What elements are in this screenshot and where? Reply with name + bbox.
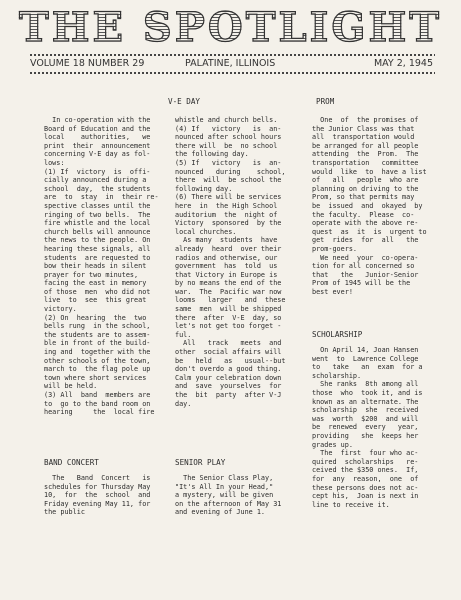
masthead-rule-bottom xyxy=(30,72,435,74)
band-concert-heading: BAND CONCERT xyxy=(44,458,99,467)
volume-number: VOLUME 18 NUMBER 29 xyxy=(30,58,145,69)
location: PALATINE, ILLINOIS xyxy=(185,58,276,69)
senior-play-heading: SENIOR PLAY xyxy=(175,458,226,467)
scholarship-article: On April 14, Joan Hansen went to Lawrence College to take an exam for a scholarship. She ranks 8th among all those who took it, and is known as an alternate. The scholarship she received was worth $200 and will be renewed every year, providing she keeps her grades up. The first four who ac- quired scholarships re- ceived the $350 ones. If, for any reason, one of these persons does not ac- cept his, Joan is next in line to receive it. xyxy=(312,346,423,509)
scholarship-heading: SCHOLARSHIP xyxy=(312,330,363,339)
prom-article: One of the promises of the Junior Class was that all transportation would be arranged for all people attending the Prom. The transportation committee would like to have a list of all people who are planning on driving to the Prom, so that permits may be issued and okayed by the faculty. Please co- operate with the above re- quest as it is urgent to get rides for all the prom-goers. We need your co-opera- tion for all concerned so that the Junior-Senior Prom of 1945 will be the best ever! xyxy=(312,116,427,296)
masthead-title: THE SPOTLIGHT xyxy=(0,4,461,51)
ve-day-heading: V-E DAY xyxy=(168,97,201,106)
issue-info-bar xyxy=(30,57,435,71)
masthead-rule-top xyxy=(30,54,435,56)
band-concert-article: The Band Concert is schedules for Thursday May 10, for the school and Friday evening May 11, for the public xyxy=(44,474,151,517)
issue-date: MAY 2, 1945 xyxy=(373,58,433,69)
senior-play-article: The Senior Class Play, "It's All In your Head," a mystery, will be given on the afternoon of May 31 and evening of June 1. xyxy=(175,474,282,517)
ve-day-column-1: In co-operation with the Board of Education and the local authorities, we print their announcement concerning V-E day as fol- lows: (1) If victory is offi- cially announced during a school day, the students are to stay in their re- spective classes until the ringing of two bells. The fire whistle and the local church bells will announce the news to the people. On hearing these signals, all students are requested to bow their heads in silent prayer for two minutes, facing the east in memory of those men who did not live to see this great victory. (2) On hearing the two bells rung in the school, the students are to assem- ble in front of the build- ing and together with the other schools of the town, march to the flag pole up town where short services will be held. (3) All band members are to go to the band room on hearing the local fire xyxy=(44,116,159,417)
ve-day-column-2: whistle and church bells. (4) If victory is an- nounced after school hours there will be no school the following day. (5) If victory is an- nounced during school, there will be school the following day. (6) There will be services here in the High School auditorium the night of Victory sponsored by the local churches. As many students have already heard over their radios and otherwise, our government has told us that Victory in Europe is by no means the end of the war. The Pacific war now looms larger and these same men will be shipped there after V-E day, so let's not get too forget - ful. All track meets and other social affairs will be held as usual--but don't overdo a good thing. Calm your celebration down and save yourselves for the bit party after V-J day. xyxy=(175,116,286,408)
prom-heading: PROM xyxy=(316,97,335,106)
